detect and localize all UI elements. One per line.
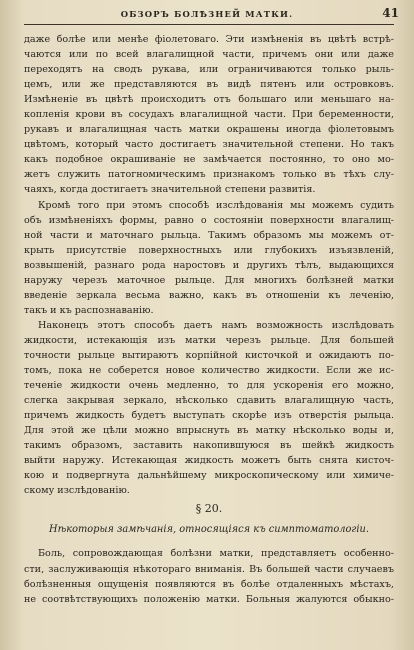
- text-line: кою и подвергнута дальнѣйшему микроскопическому или химиче-: [24, 470, 394, 482]
- text-line: жетъ служить патогномическимъ признакомъ только въ тѣхъ слу-: [24, 169, 394, 181]
- text-line: Кромѣ того при этомъ способѣ изслѣдованія мы можемъ судить: [38, 199, 394, 211]
- text-line: выйти наружу. Истекающая жидкость можетъ быть снята кисточ-: [24, 455, 394, 467]
- text-line: точности рыльце вытираютъ корпійной кисточкой и ожидаютъ по-: [24, 349, 394, 361]
- text-line: цвѣтомъ, который часто достигаетъ значительной степени. Но такъ: [24, 139, 394, 151]
- paragraph: [24, 546, 394, 606]
- paragraph: [24, 318, 394, 499]
- text-line: ной части и маточнаго рыльца. Такимъ образомъ мы можемъ от-: [24, 229, 394, 241]
- text-line: крыть присутствіе поверхностныхъ или глубокихъ изъязвленій,: [24, 244, 394, 256]
- paragraph: [24, 198, 394, 318]
- page-number: 41: [382, 6, 399, 20]
- text-line: сти, заслуживающія нѣкотораго вниманія. Въ большей части случаевъ: [24, 563, 394, 575]
- text-line: не соотвѣтствующихъ положенію матки. Больныя жалуются обыкно-: [24, 593, 394, 605]
- text-line: возвышеній, разнаго рода наростовъ и другихъ тѣлъ, выдающихся: [24, 259, 394, 271]
- text-line: чаются или по всей влагалищной части, причемъ они или даже: [24, 49, 394, 61]
- text-line: наружу черезъ маточное рыльце. Для многихъ болѣзней матки: [24, 274, 394, 286]
- final-paragraph: [24, 546, 394, 606]
- header-rule: [24, 24, 394, 25]
- text-line: какъ подобное окрашиваніе не замѣчается постоянно, то оно мо-: [24, 154, 394, 166]
- text-line: болѣзненныя ощущенія появляются въ болѣе отдаленныхъ мѣстахъ,: [24, 578, 394, 590]
- text-line: рукавъ и влагалищная часть матки окрашены иногда фіолетовымъ: [24, 124, 394, 136]
- text-line: жидкости, истекающія изъ матки черезъ рыльце. Для большей: [24, 334, 394, 346]
- text-line: даже болѣе или менѣе фіолетоваго. Эти измѣненія въ цвѣтѣ встрѣ-: [24, 34, 394, 45]
- text-line: Боль, сопровождающая болѣзни матки, представляетъ особенно-: [38, 548, 394, 560]
- text-line: Измѣненіе въ цвѣтѣ происходитъ отъ большаго или меньшаго на-: [24, 94, 394, 106]
- paragraphs: [24, 32, 394, 498]
- text-line: такимъ образомъ, заставить накопившуюся въ шейкѣ жидкость: [24, 440, 394, 452]
- text-line: объ измѣненіяхъ формы, равно о состояніи поверхности влагалищ-: [24, 214, 394, 226]
- section-title: Нѣкоторыя замѣчанія, относящіяся къ симптоматологіи.: [49, 524, 369, 536]
- running-head: ОБЗОРЪ БОЛѢЗНЕЙ МАТКИ.: [120, 9, 294, 19]
- text-line: введеніе зеркала весьма важно, какъ въ отношеніи къ леченію,: [24, 289, 394, 301]
- paragraph: [24, 32, 394, 198]
- text-line: Для этой же цѣли можно впрыснуть въ матку нѣсколько воды и,: [24, 425, 394, 437]
- text-line: Наконецъ этотъ способъ даетъ намъ возможность изслѣдовать: [38, 319, 394, 331]
- section-number: § 20.: [195, 502, 223, 516]
- text-line: скому изслѣдованію.: [24, 485, 130, 497]
- text-line: слегка закрывая зеркало, нѣсколько сдавить влагалищную часть,: [24, 395, 394, 407]
- text-line: копленія крови въ сосудахъ влагалищной части. При беременности,: [24, 109, 394, 121]
- body-text: [24, 32, 394, 607]
- text-line: томъ, пока не соберется новое количество жидкости. Если же ис-: [24, 365, 394, 377]
- text-line: теченіе жидкости очень медленно, то для ускоренія его можно,: [24, 380, 394, 392]
- text-line: такъ и къ распознаванію.: [24, 304, 154, 316]
- text-line: чаяхъ, когда достигаетъ значительной степени развитія.: [24, 184, 316, 196]
- text-line: причемъ жидкость будетъ выступать скорѣе изъ отверстія рыльца.: [24, 410, 394, 422]
- text-line: переходятъ на сводъ рукава, или ограничиваются только рыль-: [24, 64, 394, 76]
- text-line: цемъ, или же представляются въ видѣ пятенъ или островковъ.: [24, 79, 394, 91]
